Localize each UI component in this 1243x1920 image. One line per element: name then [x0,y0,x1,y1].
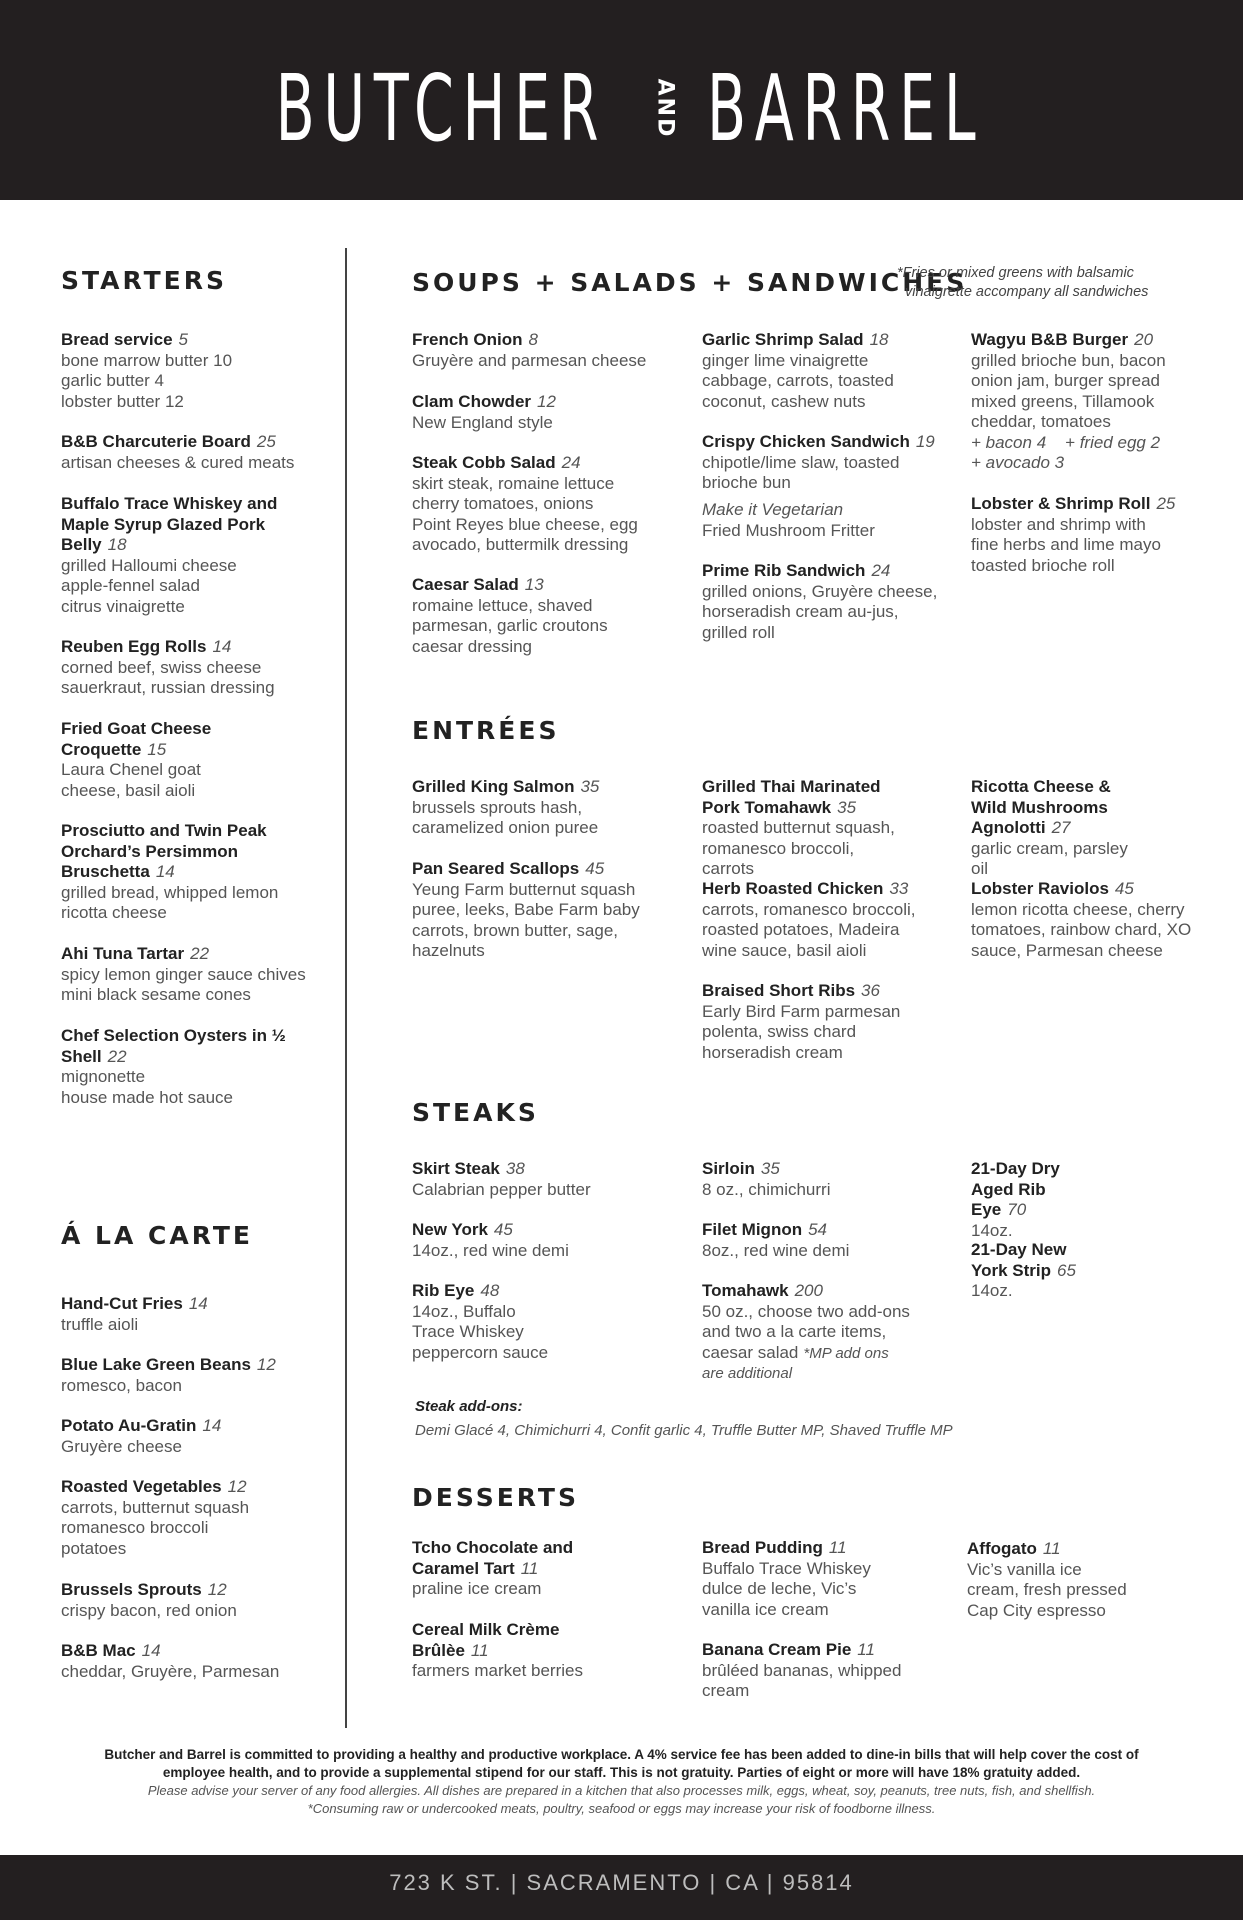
item-price: 22 [107,1046,127,1066]
item-price: 25 [256,432,276,451]
item-description: garlic butter 4 [61,371,164,390]
item-price: 14 [141,1641,161,1660]
item-price: 54 [808,1220,828,1239]
item-description: dulce de leche, Vic’s [702,1579,857,1598]
item-description: sauce, Parmesan cheese [971,940,1163,960]
menu-item [702,561,942,643]
menu-item [702,1220,942,1261]
item-description: Gruyère and parmesan cheese [412,350,647,370]
item-name: Sirloin [702,1159,755,1178]
menu-item [702,1159,942,1200]
item-description: tomatoes, rainbow chard, XO [971,920,1192,939]
menu-item [702,879,942,961]
item-price: 14 [202,1416,222,1435]
item-description: 8oz., red wine demi [702,1240,850,1260]
item-name: Grilled King Salmon [412,777,575,796]
logo-butcher: BUTCHER [275,55,608,162]
item-description: onion jam, burger spread [971,371,1161,390]
item-description: carrots, brown butter, sage, [412,920,618,940]
item-price: 22 [190,944,210,963]
item-description: New England style [412,412,553,432]
item-description: sauerkraut, russian dressing [61,678,275,697]
sandwich-note [897,264,1197,302]
item-price: 18 [107,535,127,554]
menu-item [61,944,331,1006]
item-description: horseradish cream au-jus, [702,602,899,621]
item-name: Potato Au-Gratin [61,1416,197,1435]
item-price: 13 [524,575,544,594]
item-description: corned beef, swiss cheese [61,657,262,677]
entrees-title: ENTRÉES [412,716,560,745]
item-name: Filet Mignon [702,1220,803,1239]
item-description: praline ice cream [412,1579,542,1598]
item-name: Pan Seared Scallops [412,859,580,878]
footer-line: Butcher and Barrel is committed to providing a healthy and productive workplace. A 4% service fee has been added to dine-in bills that will help cover the cost of [104,1747,1139,1762]
logo-barrel: BARREL [706,55,984,162]
item-description: Cap City espresso [967,1600,1106,1620]
steak-addons-title: Steak add-ons: [415,1398,523,1415]
item-description: spicy lemon ginger sauce chives [61,964,306,984]
item-name: Garlic Shrimp Salad [702,330,864,349]
item-description: 14oz. [971,1281,1013,1300]
item-price: 24 [871,561,891,580]
item-price: 11 [857,1640,875,1659]
item-name: Brussels Sprouts [61,1580,202,1599]
item-price: 11 [470,1640,489,1660]
menu-item [412,1538,612,1600]
sandwich-note-line: *Fries or mixed greens with balsamic [897,265,1134,281]
item-description: Calabrian pepper butter [412,1179,591,1199]
menu-item [61,1026,301,1108]
item-description: Buffalo Trace Whiskey [702,1558,871,1578]
item-price: 12 [207,1580,227,1599]
item-name: Banana Cream Pie [702,1640,852,1659]
item-name: 21-Day New York Strip [971,1240,1067,1280]
menu-item [702,1281,942,1385]
item-description: caesar dressing [412,636,533,656]
menu-item [412,330,672,371]
item-description: roasted butternut squash, [702,818,895,837]
item-name: B&B Charcuterie Board [61,432,251,451]
item-description: carrots, romanesco broccoli, [702,899,916,919]
desserts-title: DESSERTS [412,1483,579,1512]
item-name: Make it Vegetarian [702,500,844,519]
item-description: peppercorn sauce [412,1342,549,1362]
item-description: hazelnuts [412,941,485,960]
item-price: 5 [178,330,188,349]
item-description: citrus vinaigrette [61,596,185,616]
item-name: 21-Day Dry Aged Rib Eye [971,1159,1060,1219]
column-divider [345,248,347,1728]
menu-item [967,1539,1197,1621]
item-description: apple-fennel salad [61,576,200,595]
item-name: Steak Cobb Salad [412,453,556,472]
footer-notice [40,1746,1203,1818]
item-price: 20 [1134,330,1154,349]
item-price: 11 [1042,1539,1061,1558]
item-name: Caesar Salad [412,575,519,594]
item-name: Lobster Raviolos [971,879,1109,898]
header-bar [0,0,1243,200]
item-description: lemon ricotta cheese, cherry [971,899,1185,919]
item-description: Point Reyes blue cheese, egg [412,514,638,534]
item-name: Crispy Chicken Sandwich [702,432,910,451]
item-description: house made hot sauce [61,1087,234,1107]
item-price: 33 [889,879,909,898]
sandwich-note-line: vinaigrette accompany all sandwiches [905,284,1149,300]
item-name: B&B Mac [61,1641,136,1660]
item-description: toasted brioche roll [971,555,1115,575]
item-price: 15 [147,739,167,759]
item-name: Wagyu B&B Burger [971,330,1129,349]
starters-title: STARTERS [61,266,227,295]
item-description: artisan cheeses & cured meats [61,452,295,472]
item-name: Affogato [967,1539,1037,1558]
menu-item [412,1220,672,1261]
menu-item [971,1159,1101,1241]
item-description: Gruyère cheese [61,1436,182,1456]
item-price: 14 [212,637,232,656]
item-addon: + bacon 4 + fried egg 2 [971,432,1161,452]
item-name: Rib Eye [412,1281,475,1300]
item-description: grilled onions, Gruyère cheese, [702,581,938,601]
item-description: carrots, butternut squash [61,1497,250,1517]
item-price: 45 [493,1220,513,1239]
item-price: 35 [580,777,600,796]
item-price: 24 [561,453,581,472]
item-description: cream, fresh pressed [967,1580,1127,1599]
item-description: ricotta cheese [61,903,167,922]
item-name: Herb Roasted Chicken [702,879,884,898]
item-description: grilled bread, whipped lemon [61,882,279,902]
item-description: romanesco broccoli, carrots [702,838,855,878]
item-name: Prime Rib Sandwich [702,561,866,580]
item-price: 12 [227,1477,247,1496]
item-name: Skirt Steak [412,1159,500,1178]
item-name: Roasted Vegetables [61,1477,222,1496]
menu-item [971,777,1141,880]
menu-item [702,330,942,412]
item-price: 38 [505,1159,525,1178]
menu-item [412,1620,612,1682]
soups-title: SOUPS + SALADS + SANDWICHES [412,268,968,297]
menu-item [702,432,942,494]
item-price: 25 [1156,494,1176,513]
item-mp-note: are additional [702,1365,793,1382]
item-description: brioche bun [702,473,791,492]
menu-item [702,1538,942,1620]
menu-item [61,1355,331,1396]
item-name: Chef Selection Oysters in ½ Shell [61,1026,286,1066]
item-description: romesco, bacon [61,1375,182,1395]
menu-item [971,330,1201,474]
item-price: 11 [520,1558,539,1578]
item-price: 12 [537,392,556,411]
item-name: Ricotta Cheese & Wild Mushrooms Agnolotti [971,777,1111,837]
menu-item [61,719,251,801]
menu-item [61,637,331,699]
item-description: lobster and shrimp with [971,514,1146,534]
item-description: mixed greens, Tillamook [971,391,1155,411]
item-description: 14oz. [971,1220,1013,1240]
menu-item [412,453,672,556]
item-price: 36 [861,981,880,1000]
menu-item [971,879,1211,961]
item-name: Prosciutto and Twin Peak Orchard’s Persimmon Bruschetta [61,821,267,881]
menu-item [971,1240,1101,1302]
address: 723 K ST. | SACRAMENTO | CA | 95814 [389,1870,854,1895]
item-description: brussels sprouts hash, [412,797,583,817]
item-name: Ahi Tuna Tartar [61,944,185,963]
item-description: polenta, swiss chard [702,1022,857,1041]
item-price: 48 [480,1281,500,1300]
steak-addons-text: Demi Glacé 4, Chimichurri 4, Confit garlic 4, Truffle Butter MP, Shaved Truffle MP [415,1422,953,1439]
item-price: 35 [760,1159,780,1178]
item-price: 27 [1051,818,1071,837]
item-name: Clam Chowder [412,392,532,411]
item-price: 8 [528,330,538,349]
item-price: 45 [585,859,605,878]
item-description: ginger lime vinaigrette [702,350,869,370]
item-description: cabbage, carrots, toasted [702,371,894,390]
item-name: New York [412,1220,488,1239]
item-price: 18 [869,330,889,349]
menu-item [702,500,942,541]
item-price: 65 [1056,1260,1076,1280]
item-description: lobster butter 12 [61,391,184,411]
menu-item [412,1281,672,1363]
menu-item [412,777,672,839]
item-description: potatoes [61,1538,127,1558]
item-name: Cereal Milk Crème Brûlèe [412,1620,560,1660]
menu-item [61,1294,331,1335]
item-name: French Onion [412,330,523,349]
item-price: 45 [1114,879,1134,898]
menu-item [61,1477,331,1559]
item-description: grilled brioche bun, bacon [971,350,1166,370]
footer-raw-warning: *Consuming raw or undercooked meats, poultry, seafood or eggs may increase your risk of foodborne illness. [307,1801,936,1816]
item-name: Tcho Chocolate and Caramel Tart [412,1538,574,1578]
item-description: cheese, basil aioli [61,780,196,800]
item-name: Braised Short Ribs [702,981,856,1000]
item-description: grilled Halloumi cheese [61,555,237,575]
item-name: Blue Lake Green Beans [61,1355,251,1374]
item-description: chipotle/lime slaw, toasted [702,452,900,472]
steaks-title: STEAKS [412,1098,539,1127]
item-description: bone marrow butter 10 [61,350,233,370]
item-description: parmesan, garlic croutons [412,616,608,635]
item-description: roasted potatoes, Madeira [702,920,900,939]
item-description: fine herbs and lime mayo [971,535,1161,554]
menu-item [702,777,902,880]
item-description: puree, leeks, Babe Farm baby [412,900,640,919]
item-description: 14oz., Buffalo [412,1301,516,1321]
item-description: 50 oz., choose two add-ons [702,1301,910,1321]
item-description: mignonette [61,1067,146,1086]
item-name: Hand-Cut Fries [61,1294,183,1313]
item-description: grilled roll [702,622,775,642]
item-addon: + avocado 3 [971,453,1065,472]
item-name: Lobster & Shrimp Roll [971,494,1151,513]
menu-item [412,1159,672,1200]
item-name: Grilled Thai Marinated Pork Tomahawk [702,777,881,817]
logo-and: AND [652,78,678,139]
item-description: Laura Chenel goat [61,760,201,779]
item-description: horseradish cream [702,1042,843,1062]
item-description: romaine lettuce, shaved [412,595,593,615]
item-price: 70 [1007,1200,1027,1219]
menu-item [61,432,331,473]
menu-item [412,575,672,657]
menu-item [61,1641,331,1682]
item-price: 35 [837,797,857,817]
item-description: farmers market berries [412,1661,583,1680]
item-description: caesar salad [702,1342,799,1362]
menu-item [412,859,672,962]
item-name: Buffalo Trace Whiskey and Maple Syrup Glazed Pork Belly [61,494,278,554]
item-description: avocado, buttermilk dressing [412,535,629,554]
item-price: 19 [915,432,935,451]
menu-item [61,330,331,412]
menu-item [702,1640,942,1702]
item-mp-note: *MP add ons [803,1344,889,1362]
alacarte-title: Á LA CARTE [61,1221,253,1250]
item-description: wine sauce, basil aioli [702,940,867,960]
item-description: Yeung Farm butternut squash [412,879,636,899]
menu-item [61,1416,331,1457]
item-price: 200 [794,1281,823,1300]
footer-allergy: Please advise your server of any food allergies. All dishes are prepared in a kitchen that also processes milk, eggs, wheat, soy, peanuts, tree nuts, fish, and shellfish. [147,1783,1096,1798]
item-description: mini black sesame cones [61,985,251,1004]
menu-item [702,981,942,1063]
item-description: Fried Mushroom Fritter [702,520,875,540]
item-description: Vic’s vanilla ice [967,1559,1082,1579]
item-description: caramelized onion puree [412,818,599,837]
item-name: Fried Goat Cheese Croquette [61,719,212,759]
item-description: Trace Whiskey [412,1322,524,1341]
item-description: 14oz., red wine demi [412,1240,569,1260]
item-description: truffle aioli [61,1314,139,1334]
item-price: 11 [828,1538,847,1557]
item-name: Reuben Egg Rolls [61,637,207,656]
menu-item [61,821,321,924]
logo [0,55,1243,162]
item-description: cheddar, Gruyère, Parmesan [61,1661,280,1681]
item-price: 12 [256,1355,276,1374]
footer-line: employee health, and to provide a supplemental stipend for our staff. This is not gratuity. Parties of eight or more will have 18% gratuity added. [162,1765,1081,1780]
item-description: 8 oz., chimichurri [702,1179,831,1199]
item-description: cherry tomatoes, onions [412,494,594,513]
item-name: Bread service [61,330,173,349]
item-description: garlic cream, parsley oil [971,838,1128,878]
menu-item [61,1580,331,1621]
item-name: Tomahawk [702,1281,789,1300]
item-description: and two a la carte items, [702,1322,887,1341]
menu-item [61,494,281,617]
item-description: romanesco broccoli [61,1518,209,1537]
item-price: 14 [188,1294,208,1313]
item-description: vanilla ice cream [702,1599,829,1619]
item-description: cheddar, tomatoes [971,412,1111,431]
item-description: skirt steak, romaine lettuce [412,473,615,493]
item-description: crispy bacon, red onion [61,1600,237,1620]
item-description: cream [702,1681,750,1700]
item-description: brûléed bananas, whipped [702,1660,902,1680]
item-price: 14 [155,862,175,881]
item-name: Bread Pudding [702,1538,823,1557]
item-description: Early Bird Farm parmesan [702,1001,901,1021]
menu-item [412,392,672,433]
item-description: coconut, cashew nuts [702,391,866,411]
menu-item [971,494,1201,576]
